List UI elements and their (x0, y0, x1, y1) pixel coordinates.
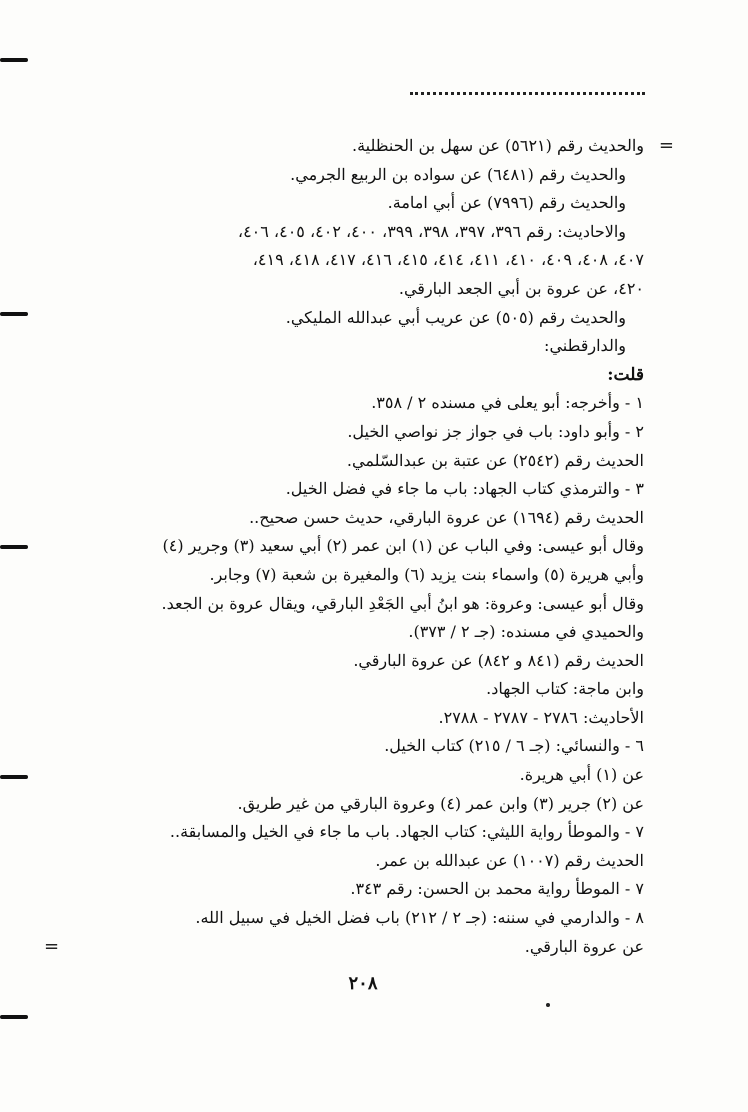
footnotes-body (44, 132, 674, 961)
continuation-marker: = (658, 135, 674, 156)
dotted-separator (410, 92, 645, 95)
binding-mark (0, 775, 28, 779)
binding-mark (0, 312, 28, 316)
binding-mark (0, 58, 28, 62)
text-line: عن (١) أبي هريرة. (519, 765, 644, 785)
continuation-marker: = (44, 935, 60, 957)
text-line: عن (٢) جرير (٣) وابن عمر (٤) وعروة البارقي من غير طريق. (237, 793, 644, 813)
text-line: ٨ - والدارمي في سننه: (جـ ٢ / ٢١٢) باب فضل الخيل في سبيل الله. (195, 908, 644, 928)
text-line: والحديث رقم (٥٠٥) عن عريب أبي عبدالله المليكي. (285, 307, 626, 327)
text-line: وأبي هريرة (٥) واسماء بنت يزيد (٦) والمغيرة بن شعبة (٧) وجابر. (209, 564, 644, 584)
text-line: وقال أبو عيسى: وفي الباب عن (١) ابن عمر (٢) أبي سعيد (٣) وجرير (٤) (162, 536, 644, 556)
text-line: ١ - وأخرجه: أبو يعلى في مسنده ٢ / ٣٥٨. (371, 393, 644, 413)
section-heading: قلت: (607, 364, 644, 385)
text-line: والحديث رقم (٦٤٨١) عن سواده بن الربيع الجرمي. (290, 164, 626, 184)
text-line: ٤٠٧، ٤٠٨، ٤٠٩، ٤١٠، ٤١١، ٤١٤، ٤١٥، ٤١٦، ٤١٧، ٤١٨، ٤١٩، (252, 250, 644, 270)
binding-mark (0, 1015, 28, 1019)
text-line: وقال أبو عيسى: وعروة: هو ابنُ أبي الجَعْدِ البارقي، ويقال عروة بن الجعد. (161, 593, 644, 613)
text-line: ٣ - والترمذي كتاب الجهاد: باب ما جاء في فضل الخيل. (285, 479, 644, 499)
binding-mark (0, 545, 28, 549)
text-line: والدارقطني: (544, 336, 626, 356)
text-line: الحديث رقم (٢٥٤٢) عن عتبة بن عبدالسّلمي. (346, 450, 644, 470)
line-text: والحديث رقم (٥٦٢١) عن سهل بن الحنظلية. (352, 136, 644, 155)
text-line: والاحاديث: رقم ٣٩٦، ٣٩٧، ٣٩٨، ٣٩٩، ٤٠٠، ٤٠٢، ٤٠٥، ٤٠٦، (237, 221, 626, 241)
text-line: وابن ماجة: كتاب الجهاد. (486, 679, 644, 699)
text-line: ٤٢٠، عن عروة بن أبي الجعد البارقي. (398, 278, 644, 298)
text-line (44, 933, 644, 962)
line-text: عن عروة البارقي. (524, 936, 644, 956)
text-line: الأحاديث: ٢٧٨٦ - ٢٧٨٧ - ٢٧٨٨. (438, 707, 644, 727)
text-line: ٢ - وأبو داود: باب في جواز جز نواصي الخيل. (347, 421, 644, 441)
text-line: والحميدي في مسنده: (جـ ٢ / ٣٧٣). (408, 622, 644, 642)
text-line: الحديث رقم (٨٤١ و ٨٤٢) عن عروة البارقي. (353, 650, 644, 670)
page-number: ٢٠٨ (348, 973, 378, 994)
text-line: ٧ - والموطأ رواية الليثي: كتاب الجهاد. باب ما جاء في الخيل والمسابقة.. (169, 822, 644, 842)
text-line: الحديث رقم (١٠٠٧) عن عبدالله بن عمر. (375, 850, 644, 870)
text-line: والحديث رقم (٧٩٩٦) عن أبي امامة. (387, 193, 626, 213)
print-speck (546, 1003, 550, 1007)
text-line (44, 132, 674, 161)
text-line: ٧ - الموطأ رواية محمد بن الحسن: رقم ٣٤٣. (350, 879, 644, 899)
text-line: ٦ - والنسائي: (جـ ٦ / ٢١٥) كتاب الخيل. (384, 736, 644, 756)
text-line: الحديث رقم (١٦٩٤) عن عروة البارقي، حديث حسن صحيح.. (249, 507, 644, 527)
